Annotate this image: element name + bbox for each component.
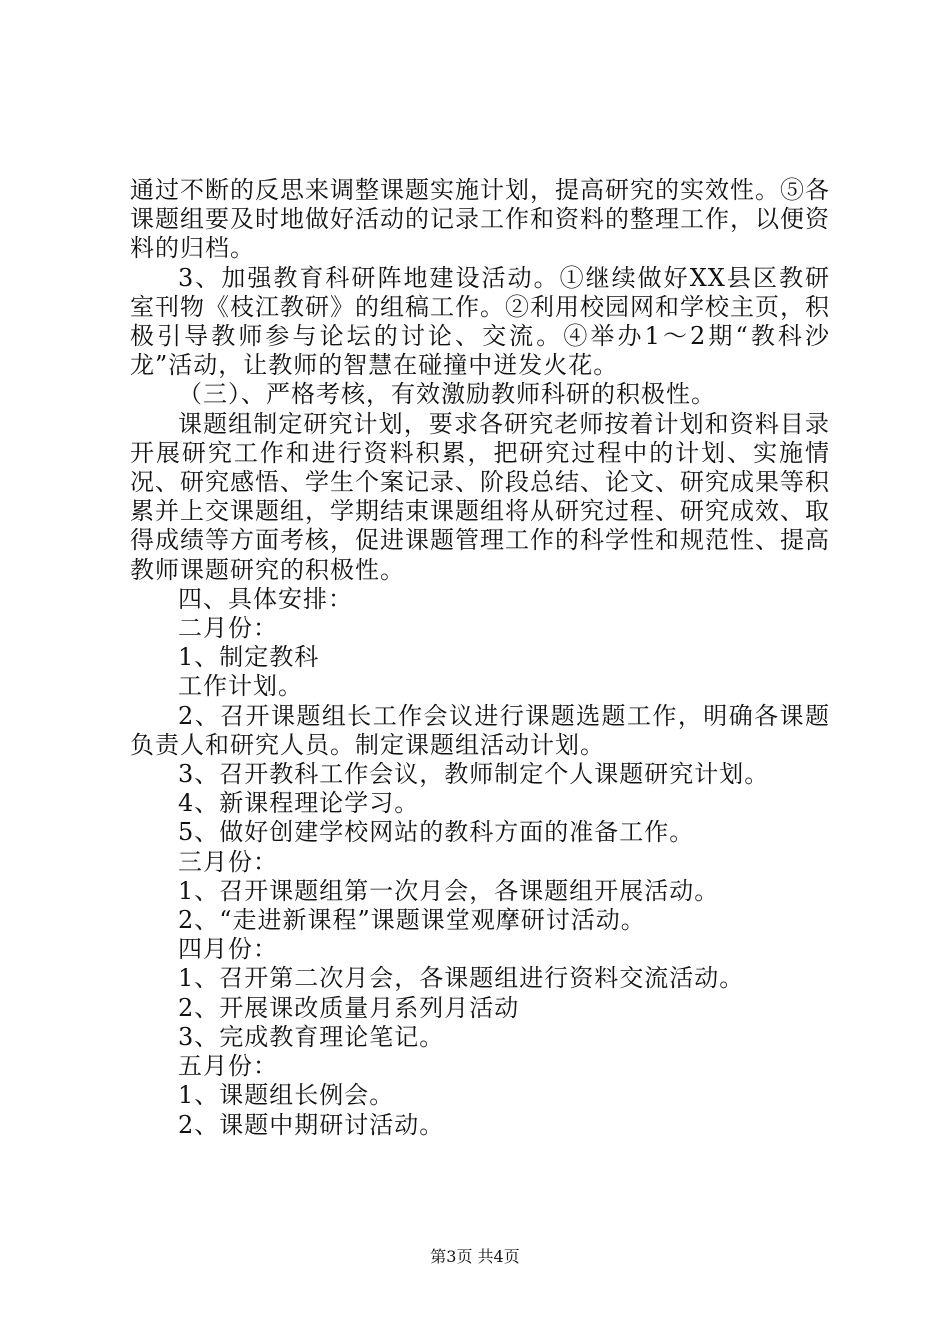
page-number-footer: 第3页 共4页 xyxy=(430,1247,520,1266)
paragraph-continuation: 通过不断的反思来调整课题实施计划，提高研究的实效性。⑤各课题组要及时地做好活动的记录工作和资料的整理工作，以便资料的归档。 xyxy=(130,176,830,263)
list-item: 1、召开课题组第一次月会，各课题组开展活动。 xyxy=(178,876,720,905)
section-heading-3: （三）、严格考核，有效激励教师科研的积极性。 xyxy=(178,380,716,409)
list-item: 3、召开教科工作会议，教师制定个人课题研究计划。 xyxy=(178,760,770,789)
month-heading-may: 五月份： xyxy=(178,1052,278,1081)
paragraph-assessment: 课题组制定研究计划，要求各研究老师按着计划和资料目录开展研究工作和进行资料积累，把研究过程中的计划、实施情况、研究感悟、学生个案记录、阶段总结、论文、研究成果等积累并上交课题组，学期结束课题组将从研究过程、研究成效、取得成绩等方面考核，促进课题管理工作的科学性和规范性、提高教师课题研究的积极性。 xyxy=(130,409,830,584)
month-heading-feb: 二月份： xyxy=(178,614,278,643)
list-item: 5、做好创建学校网站的教科方面的准备工作。 xyxy=(178,818,695,847)
list-item: 2、课题中期研讨活动。 xyxy=(178,1110,445,1139)
list-item: 3、完成教育理论笔记。 xyxy=(178,1022,445,1051)
list-item: 1、召开第二次月会，各课题组进行资料交流活动。 xyxy=(178,964,745,993)
month-heading-mar: 三月份： xyxy=(178,847,278,876)
month-heading-apr: 四月份： xyxy=(178,935,278,964)
paragraph-item-3: 3、加强教育科研阵地建设活动。①继续做好XX县区教研室刊物《枝江教研》的组稿工作。②利用校园网和学校主页，积极引导教师参与论坛的讨论、交流。④举办1～2期“教科沙龙”活动，让教师的智慧在碰撞中迸发火花。 xyxy=(130,263,830,380)
list-item: 2、“走进新课程”课题课堂观摩研讨活动。 xyxy=(178,906,646,935)
section-heading-4: 四、具体安排： xyxy=(178,584,353,613)
list-item: 4、新课程理论学习。 xyxy=(178,789,420,818)
list-item: 2、开展课改质量月系列月活动 xyxy=(178,993,520,1022)
document-body xyxy=(130,176,830,1140)
list-item: 1、制定教科 xyxy=(178,643,320,672)
list-item: 1、课题组长例会。 xyxy=(178,1081,395,1110)
list-item: 工作计划。 xyxy=(178,672,303,701)
list-item: 2、召开课题组长工作会议进行课题选题工作，明确各课题负责人和研究人员。制定课题组活动计划。 xyxy=(130,701,830,759)
